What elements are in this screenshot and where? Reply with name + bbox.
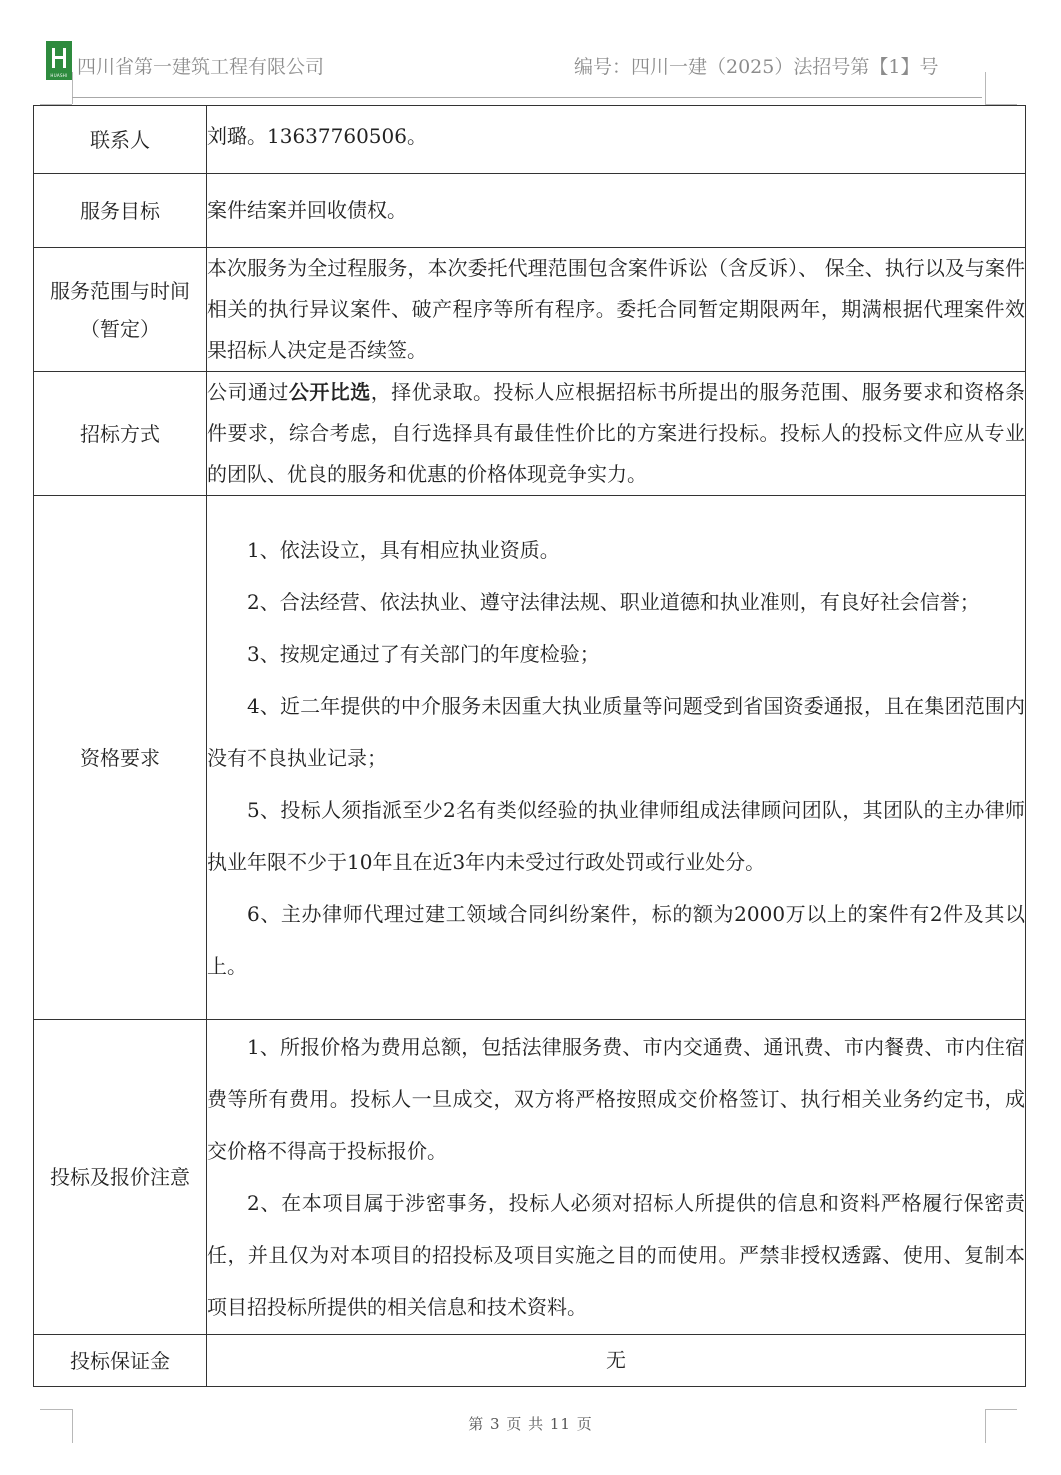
qualification-item: 3、按规定通过了有关部门的年度检验； <box>247 641 600 666</box>
qualification-item: 6、主办律师代理过建工领域合同纠纷案件，标的额为2000万以上的案件有2件及其以上。 <box>207 901 1025 978</box>
method-label: 招标方式 <box>34 372 207 496</box>
qualification-value <box>207 496 1026 1020</box>
qualification-item: 1、依法设立，具有相应执业资质。 <box>247 537 560 562</box>
qualification-item: 4、近二年提供的中介服务未因重大执业质量等问题受到省国资委通报，且在集团范围内没有不良执业记录； <box>207 693 1025 770</box>
table-row-contact <box>34 106 1026 174</box>
table-row-qualification <box>34 496 1026 1020</box>
crop-mark-top-left-v <box>72 72 73 104</box>
table-row-scope <box>34 248 1026 372</box>
table-row-bidding <box>34 1020 1026 1335</box>
deposit-value: 无 <box>207 1335 1026 1387</box>
table-row-deposit <box>34 1335 1026 1387</box>
crop-mark-bottom-left <box>40 1409 72 1410</box>
logo-text: HUASHI <box>50 73 68 78</box>
bidding-label: 投标及报价注意 <box>34 1020 207 1335</box>
bidding-item: 1、所报价格为费用总额，包括法律服务费、市内交通费、通讯费、市内餐费、市内住宿费等所有费用。投标人一旦成交，双方将严格按照成交价格签订、执行相关业务约定书，成交价格不得高于投标报价。 <box>207 1035 1025 1163</box>
goal-label: 服务目标 <box>34 174 207 248</box>
scope-label: 服务范围与时间（暂定） <box>34 248 207 372</box>
header-divider <box>72 97 982 98</box>
company-name: 四川省第一建筑工程有限公司 <box>77 56 325 78</box>
method-text-before: 公司通过 <box>207 380 289 404</box>
contact-label: 联系人 <box>34 106 207 174</box>
tender-info-table <box>33 105 1026 1387</box>
goal-value: 案件结案并回收债权。 <box>207 174 1026 248</box>
bidding-value <box>207 1020 1026 1335</box>
qualification-label: 资格要求 <box>34 496 207 1020</box>
company-logo <box>46 41 72 80</box>
page-number: 第 3 页 共 11 页 <box>468 1415 593 1433</box>
table-row-goal <box>34 174 1026 248</box>
method-text-after: ，择优录取。投标人应根据招标书所提出的服务范围、服务要求和资格条件要求，综合考虑，自行选择具有最佳性价比的方案进行投标。投标人的投标文件应从专业的团队、优良的服务和优惠的价格体现竞争实力。 <box>207 380 1026 486</box>
method-text-bold: 公开比选 <box>288 380 371 404</box>
crop-mark-bottom-right <box>985 1409 1017 1410</box>
qualification-item: 2、合法经营、依法执业、遵守法律法规、职业道德和执业准则，有良好社会信誉； <box>247 589 980 614</box>
table-row-method <box>34 372 1026 496</box>
bidding-item: 2、在本项目属于涉密事务，投标人必须对招标人所提供的信息和资料严格履行保密责任，并且仅为对本项目的招投标及项目实施之目的而使用。严禁非授权透露、使用、复制本项目招投标所提供的相关信息和技术资料。 <box>207 1191 1025 1319</box>
qualification-item: 5、投标人须指派至少2名有类似经验的执业律师组成法律顾问团队，其团队的主办律师执业年限不少于10年且在近3年内未受过行政处罚或行业处分。 <box>207 797 1025 874</box>
document-number: 编号：四川一建（2025）法招号第【1】号 <box>574 56 939 78</box>
method-value <box>207 372 1026 496</box>
crop-mark-top-right-v <box>985 72 986 104</box>
scope-value: 本次服务为全过程服务，本次委托代理范围包含案件诉讼（含反诉）、 保全、执行以及与案件相关的执行异议案件、破产程序等所有程序。委托合同暂定期限两年，期满根据代理案件效果招标人决定是否续签。 <box>207 248 1026 372</box>
contact-value: 刘璐。13637760506。 <box>207 106 1026 174</box>
deposit-label: 投标保证金 <box>34 1335 207 1387</box>
